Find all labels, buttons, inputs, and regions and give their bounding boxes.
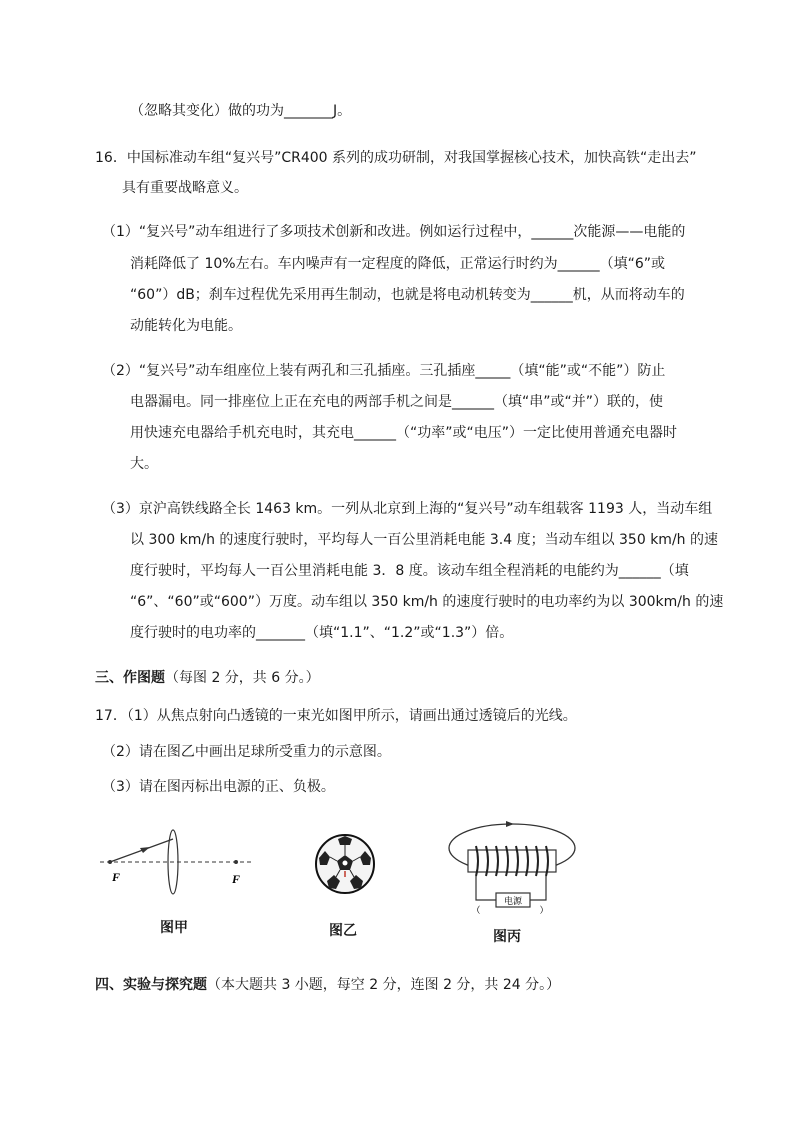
- ball-center-dot: [343, 861, 348, 866]
- q16-part1-line4: 动能转化为电能。: [130, 318, 242, 334]
- figure-jia-caption: 图甲: [160, 920, 188, 936]
- q16-part2-line2: 电器漏电。同一排座位上正在充电的两部手机之间是______（填“串”或“并”）联的，使: [130, 394, 664, 410]
- q16-part3-line5: 度行驶时的电功率的_______（填“1.1”、“1.2”或“1.3”）倍。: [130, 625, 514, 641]
- left-focus-label: F: [112, 870, 121, 884]
- ray-arrow: [140, 847, 150, 853]
- left-focus-point: [108, 860, 112, 864]
- q16-part3-line2: 以 300 km/h 的速度行驶时，平均每人一百公里消耗电能 3.4 度；当动车组以 350 km/h 的速: [130, 532, 718, 548]
- figure-yi-soccer-ball: [314, 833, 376, 895]
- q16-part3-line3: 度行驶时，平均每人一百公里消耗电能 3．8 度。该动车组全程消耗的电能约为______（填: [130, 563, 689, 579]
- section3-note: （每图 2 分，共 6 分。）: [165, 670, 320, 686]
- q16-part1-line1: （1）“复兴号”动车组进行了多项技术创新和改进。例如运行过程中，______次能源——电能的: [102, 224, 686, 240]
- figure-yi-caption: 图乙: [329, 923, 357, 939]
- section4-heading: [95, 975, 560, 995]
- q16-part2-line4: 大。: [130, 456, 158, 472]
- q16-part2-line3: 用快速充电器给手机充电时，其充电______（“功率”或“电压”）一定比使用普通充电器时: [130, 425, 678, 441]
- q17-part3: （3）请在图丙标出电源的正、负极。: [102, 779, 335, 795]
- iron-core: [468, 850, 556, 872]
- q16-stem-line1: 16．中国标准动车组“复兴号”CR400 系列的成功研制，对我国掌握核心技术，加快高铁“走出去”: [95, 150, 697, 166]
- right-pole-paren: ）: [539, 906, 549, 915]
- left-wire: [476, 876, 496, 900]
- q15-tail: （忽略其变化）做的功为_______J。: [130, 103, 352, 119]
- q16-part1-line3: “60”）dB；刹车过程优先采用再生制动，也就是将电动机转变为______机，从而将动车的: [130, 287, 685, 303]
- q16-part3-line4: “6”、“60”或“600”）万度。动车组以 350 km/h 的速度行驶时的电功率约为以 300km/h 的速: [130, 594, 724, 610]
- field-arrow: [506, 821, 514, 827]
- q16-part3-line1: （3）京沪高铁线路全长 1463 km。一列从北京到上海的“复兴号”动车组载客 1193 人，当动车组: [102, 501, 713, 517]
- q16-stem-line2: 具有重要战略意义。: [122, 180, 248, 196]
- power-source-label: 电源: [503, 897, 523, 907]
- section3-heading: [95, 668, 320, 688]
- section3-title: 三、作图题: [95, 670, 165, 686]
- q17-part1: 17．（1）从焦点射向凸透镜的一束光如图甲所示，请画出通过透镜后的光线。: [95, 708, 577, 724]
- figure-bing-caption: 图丙: [493, 929, 521, 945]
- figure-bing-solenoid-circuit: [446, 820, 578, 915]
- right-focus-point: [234, 860, 238, 864]
- section4-note: （本大题共 3 小题，每空 2 分，连图 2 分，共 24 分。）: [207, 977, 561, 993]
- q16-part1-line2: 消耗降低了 10%左右。车内噪声有一定程度的降低，正常运行时约为______（填“6”或: [130, 256, 665, 272]
- q17-part2: （2）请在图乙中画出足球所受重力的示意图。: [102, 744, 391, 760]
- q16-part2-line1: （2）“复兴号”动车组座位上装有两孔和三孔插座。三孔插座_____（填“能”或“不能”）防止: [102, 363, 666, 379]
- left-pole-paren: （: [471, 906, 481, 915]
- section4-title: 四、实验与探究题: [95, 977, 207, 993]
- right-wire: [530, 876, 546, 900]
- right-focus-label: F: [232, 872, 241, 886]
- figure-jia-lens-diagram: [98, 825, 256, 895]
